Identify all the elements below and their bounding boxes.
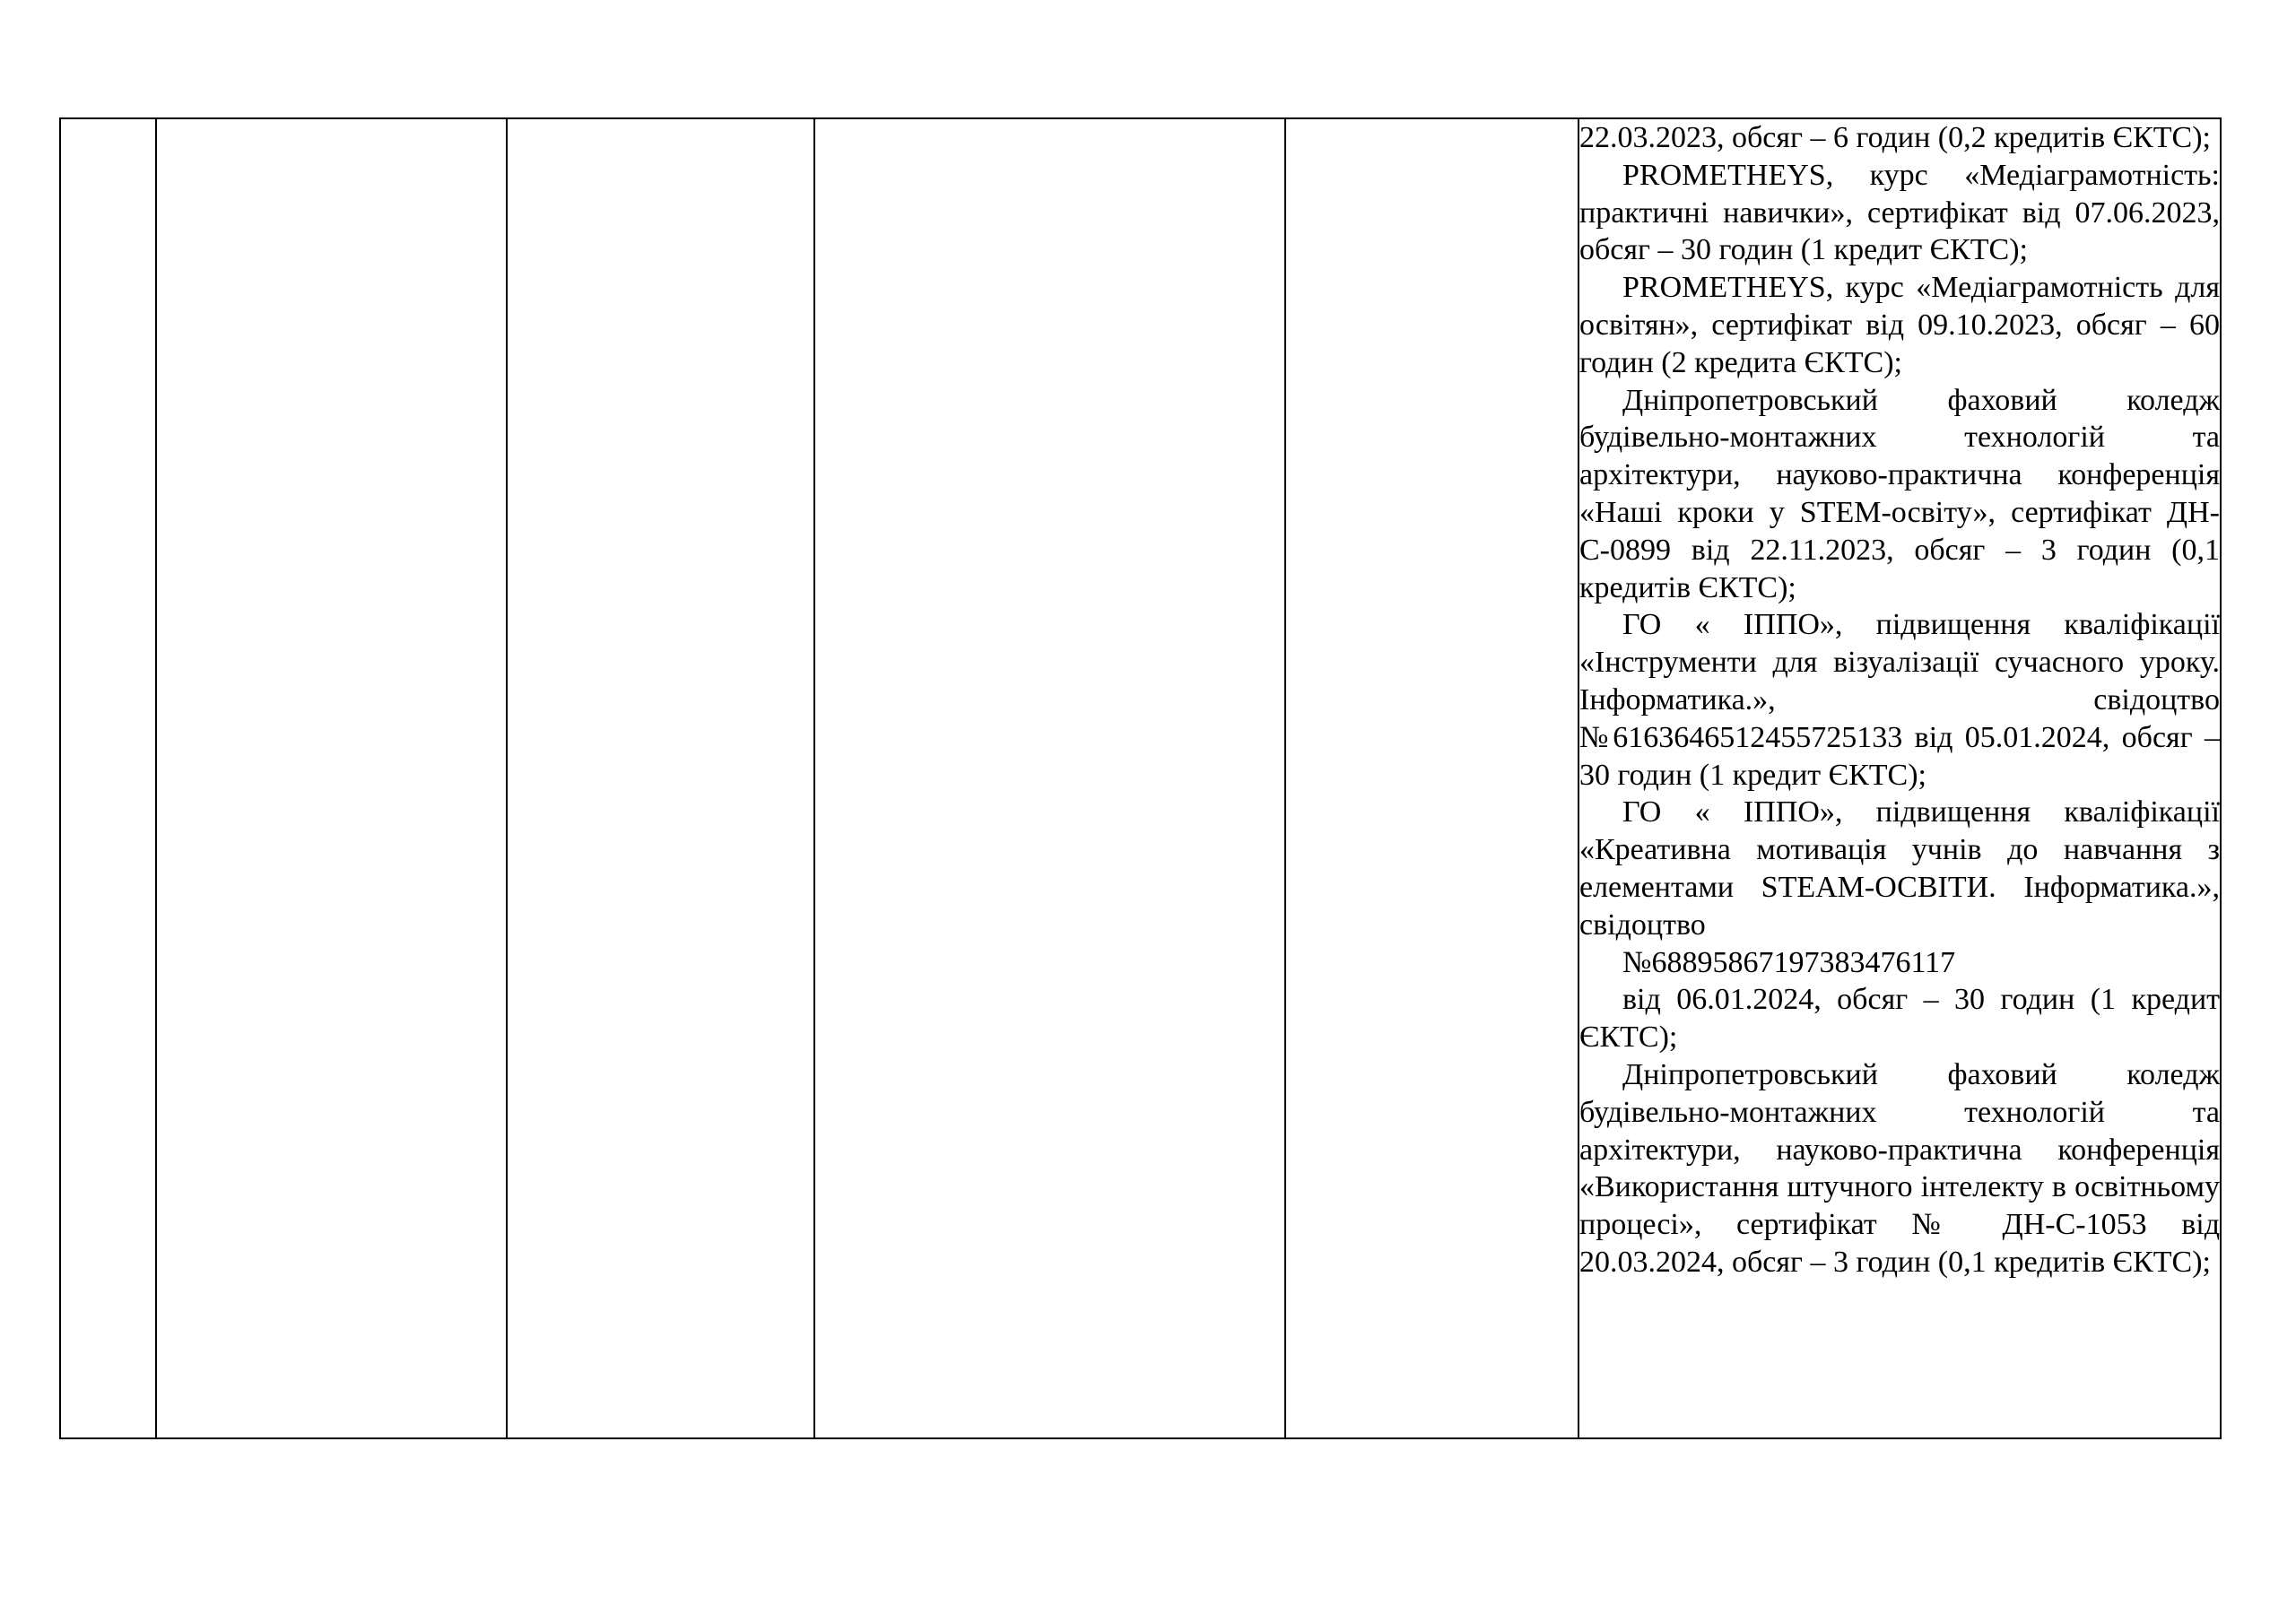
- entry-text: ГО « ІППО», підвищення кваліфікації «Інструменти для візуалізації сучасного уроку. Інформатика.», свідоцтво №6163646512455725133 від 05.01.2024, обсяг – 30 годин (1 кредит ЄКТС);: [1579, 608, 2220, 792]
- qualification-table: [59, 117, 2222, 1439]
- entry-text: PROMETHEYS, курс «Медіаграмотність: практичні навички», сертифікат від 07.06.2023, обсяг – 30 годин (1 кредит ЄКТС);: [1579, 158, 2220, 267]
- table-cell-position: [507, 118, 814, 1438]
- entry-text: Дніпропетровський фаховий коледж будівельно-монтажних технологій та архітектури, науково-практична конференція «Використання штучного інтелекту в освітньому процесі», сертифікат № ДН-С-1053 від 20.03.2024, обсяг – 3 годин (0,1 кредитів ЄКТС);: [1579, 1057, 2220, 1279]
- entry-text: №6889586719738347611​7: [1622, 945, 1956, 979]
- table-cell-professional-development: [1578, 118, 2221, 1438]
- entry-text: ГО « ІППО», підвищення кваліфікації «Креативна мотивація учнів до навчання з елементами STEAM-ОСВІТИ. Інформатика.», свідоцтво: [1579, 795, 2220, 942]
- table-cell-education: [814, 118, 1285, 1438]
- table-row: [60, 118, 2221, 1438]
- entry-text: 22.03.2023, обсяг – 6 годин (0,2 кредитів ЄКТС);: [1579, 121, 2211, 154]
- table-cell-name: [156, 118, 507, 1438]
- table-cell-category: [1285, 118, 1578, 1438]
- table-cell-number: [60, 118, 156, 1438]
- entry-text: Дніпропетровський фаховий коледж будівельно-монтажних технологій та архітектури, науково-практична конференція «Наші кроки у STEM-освіту», сертифікат ДН-С-0899 від 22.11.2023, обсяг – 3 годин (0,1 кредитів ЄКТС);: [1579, 383, 2220, 604]
- entry-text: PROMETHEYS, курс «Медіаграмотність для освітян», сертифікат від 09.10.2023, обсяг – 60 годин (2 кредита ЄКТС);: [1579, 271, 2220, 379]
- entry-text: від 06.01.2024, обсяг – 30 годин (1 кредит ЄКТС);: [1579, 983, 2220, 1055]
